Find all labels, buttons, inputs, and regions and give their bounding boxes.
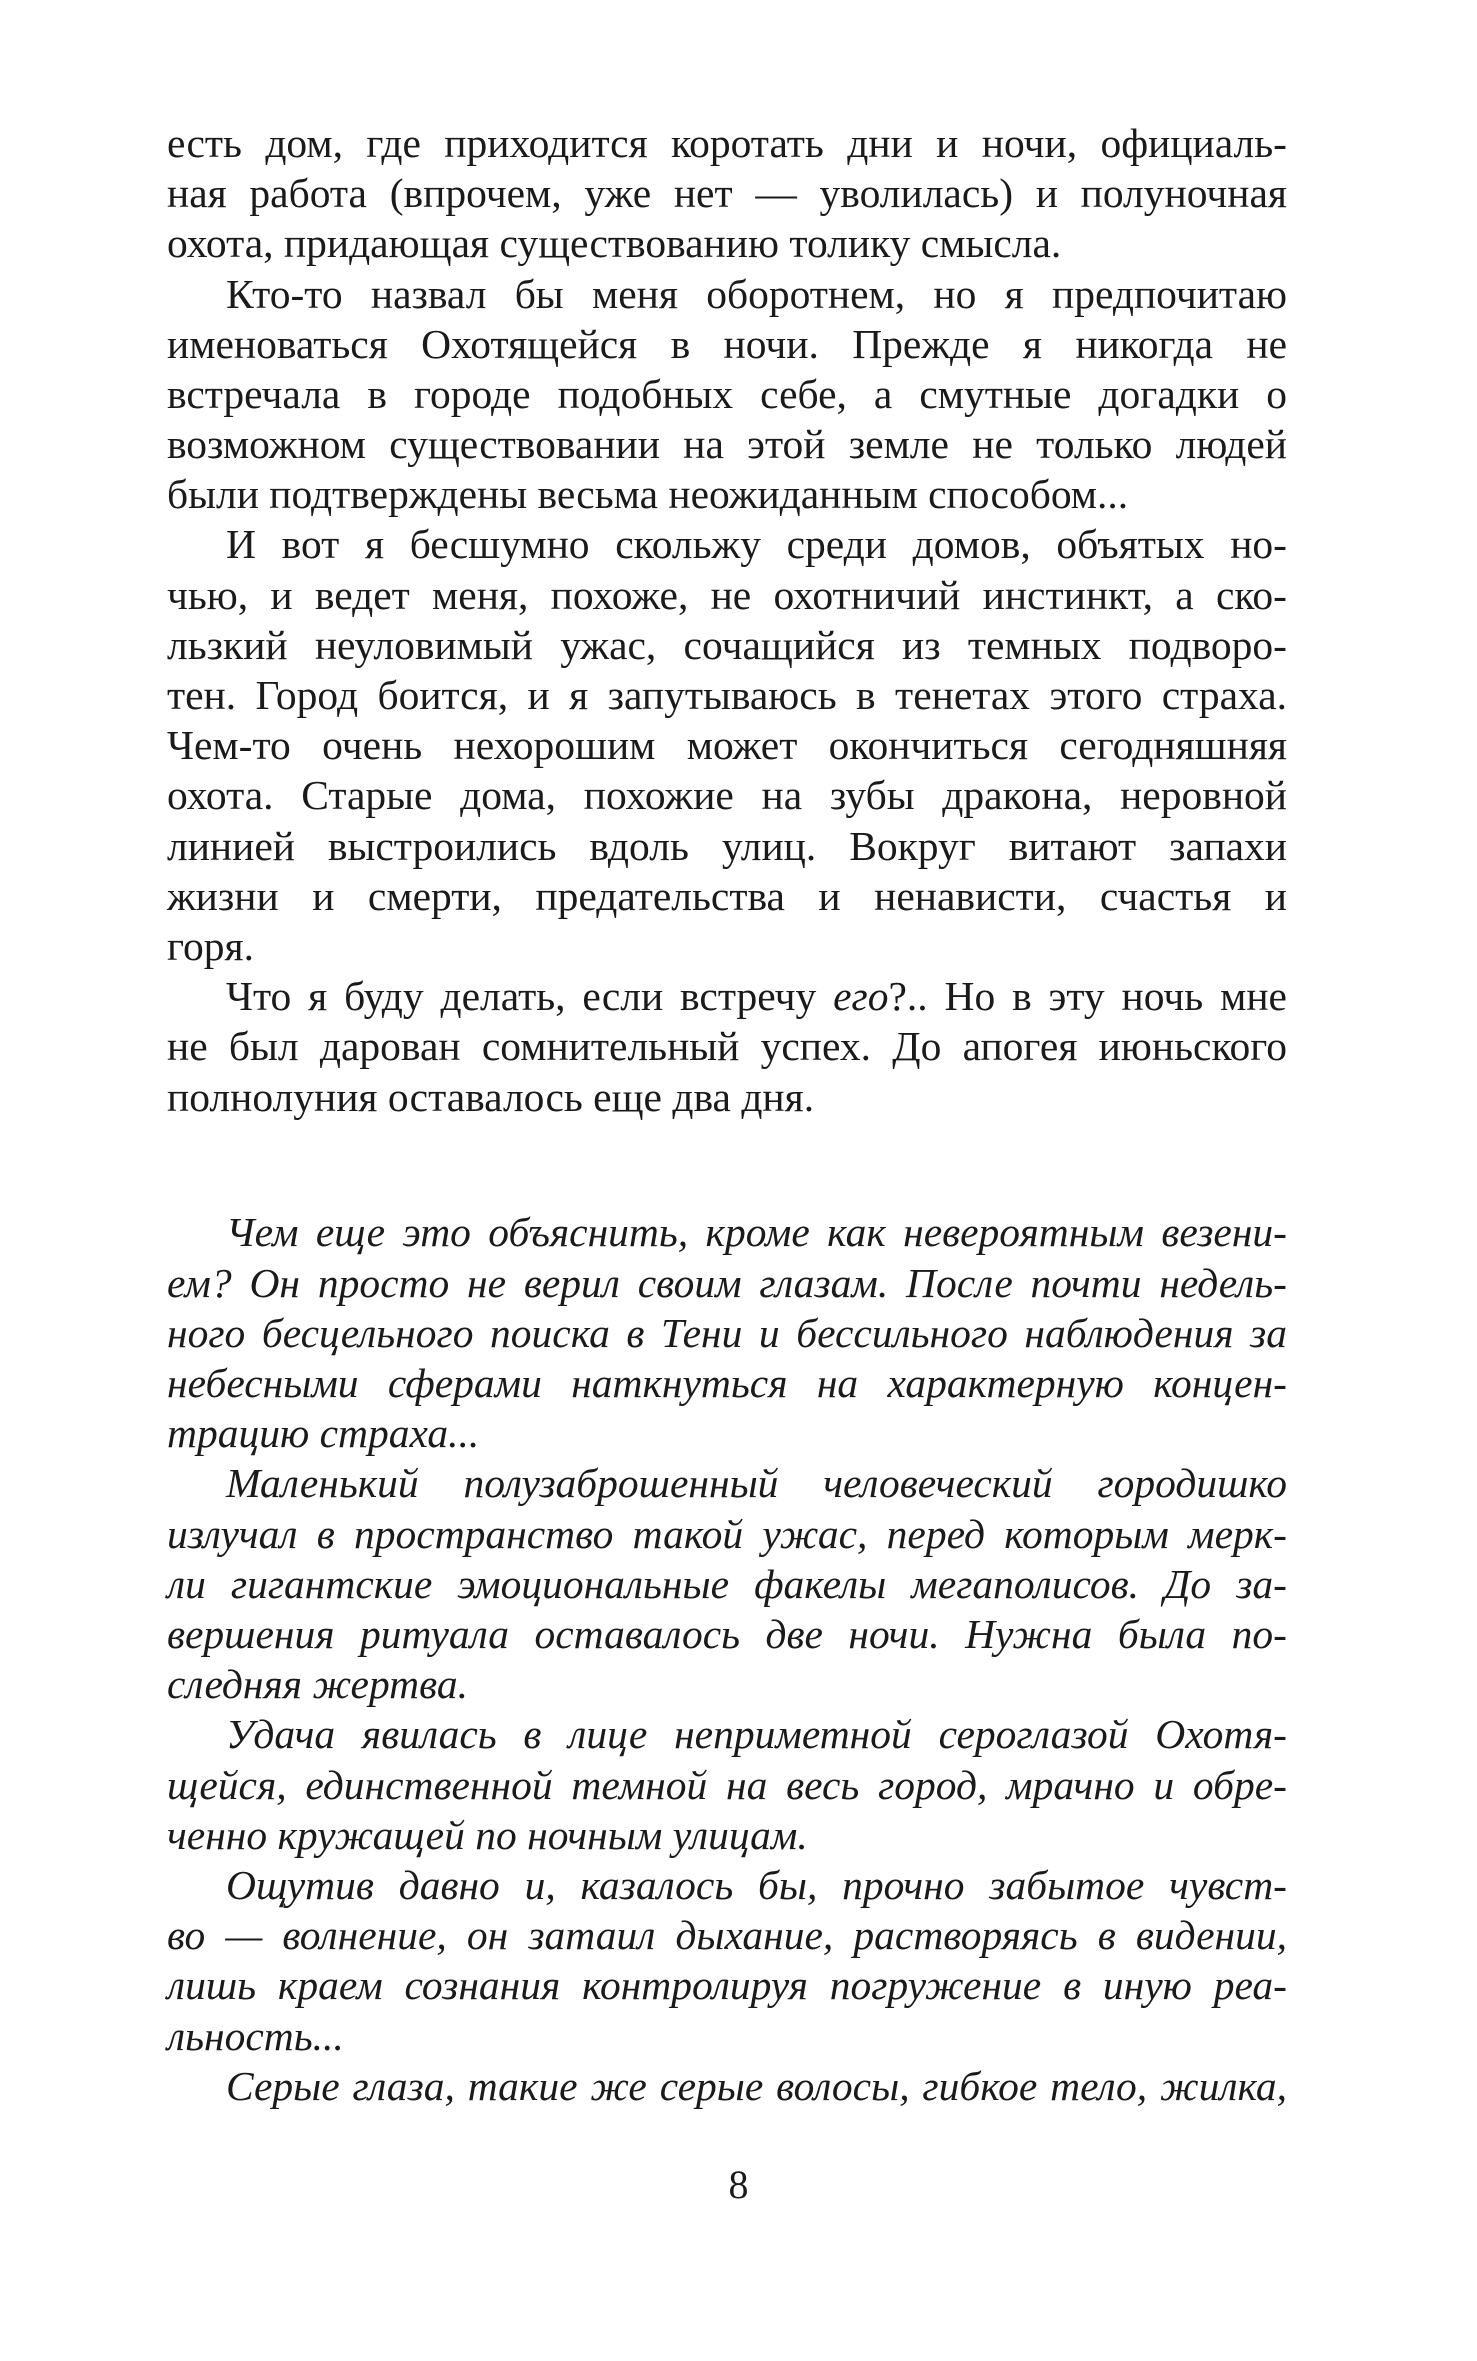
text-line: жизни и смерти, предательства и ненависти, счастья и [167,873,1287,919]
text-line: Кто-то назвал бы меня оборотнем, но я предпочитаю [226,271,1287,317]
italic-text-line: излучал в пространство такой ужас, перед которым мерк- [167,1511,1287,1557]
italic-text-line: лишь краем сознания контролируя погружение в иную реа- [167,1962,1287,2008]
text-line: встречала в городе подобных себе, а смутные догадки о [167,371,1287,417]
italic-text-line: щейся, единственной темной на весь город, мрачно и обре- [167,1762,1287,1808]
text-line: возможном существовании на этой земле не только людей [167,421,1287,467]
italic-text-line: Ощутив давно и, казалось бы, прочно забытое чувст- [226,1862,1287,1908]
italic-text-line: во — волнение, он затаил дыхание, растворяясь в видении, [167,1912,1287,1958]
page-number: 8 [728,2162,749,2207]
text-line: тен. Город боится, и я запутываюсь в тенетах этого страха. [167,672,1287,718]
text-line: охота. Старые дома, похожие на зубы дракона, неровной [167,772,1287,818]
text-line: И вот я бесшумно скольжу среди домов, объятых но- [226,521,1287,567]
text-line: охота, придающая существованию толику смысла. [167,220,1062,266]
italic-text-line: трацию страха... [167,1410,480,1456]
text-line: льзкий неуловимый ужас, сочащийся из темных подворо- [167,622,1287,668]
text-line: ная работа (впрочем, уже нет — уволилась) и полуночная [167,170,1287,216]
text-line: не был дарован сомнительный успех. До апогея июньского [167,1023,1287,1069]
text-segment: Что я буду делать, если встречу его?.. Но в эту ночь мне [226,973,1287,1019]
text-line: горя. [167,923,254,969]
italic-text-line: ли гигантские эмоциональные факелы мегаполисов. До за- [167,1561,1287,1607]
italic-text-line: Чем еще это объяснить, кроме как невероятным везени- [226,1209,1287,1255]
italic-text-line: Серые глаза, такие же серые волосы, гибкое тело, жилка, [226,2063,1287,2109]
italic-text-line: следняя жертва. [167,1661,468,1707]
text-line: Чем-то очень нехорошим может окончиться сегодняшняя [167,722,1287,768]
italic-text-line: льность... [167,2013,344,2059]
text-line: есть дом, где приходится коротать дни и ночи, официаль- [167,120,1287,166]
text-line: полнолуния оставалось еще два дня. [167,1074,815,1120]
text-line: были подтверждены весьма неожиданным способом... [167,471,1129,517]
italic-text-line: ем? Он просто не верил своим глазам. После почти недель- [167,1260,1287,1306]
italic-text-line: ного бесцельного поиска в Тени и бессильного наблюдения за [167,1310,1287,1356]
italic-text-line: вершения ритуала оставалось две ночи. Нужна была по- [167,1611,1287,1657]
emphasis: его [833,973,889,1019]
text-line: линией выстроились вдоль улиц. Вокруг витают запахи [167,823,1287,869]
italic-text-line: Маленький полузаброшенный человеческий городишко [226,1460,1287,1506]
italic-text-line: ченно кружащей по ночным улицам. [167,1812,808,1858]
italic-text-line: Удача явилась в лице неприметной сероглазой Охотя- [226,1711,1287,1757]
text-line: чью, и ведет меня, похоже, не охотничий инстинкт, а ско- [167,572,1287,618]
italic-text-line: небесными сферами наткнуться на характерную концен- [167,1360,1287,1406]
text-line: именоваться Охотящейся в ночи. Прежде я никогда не [167,321,1287,367]
text-line [226,971,1287,1021]
